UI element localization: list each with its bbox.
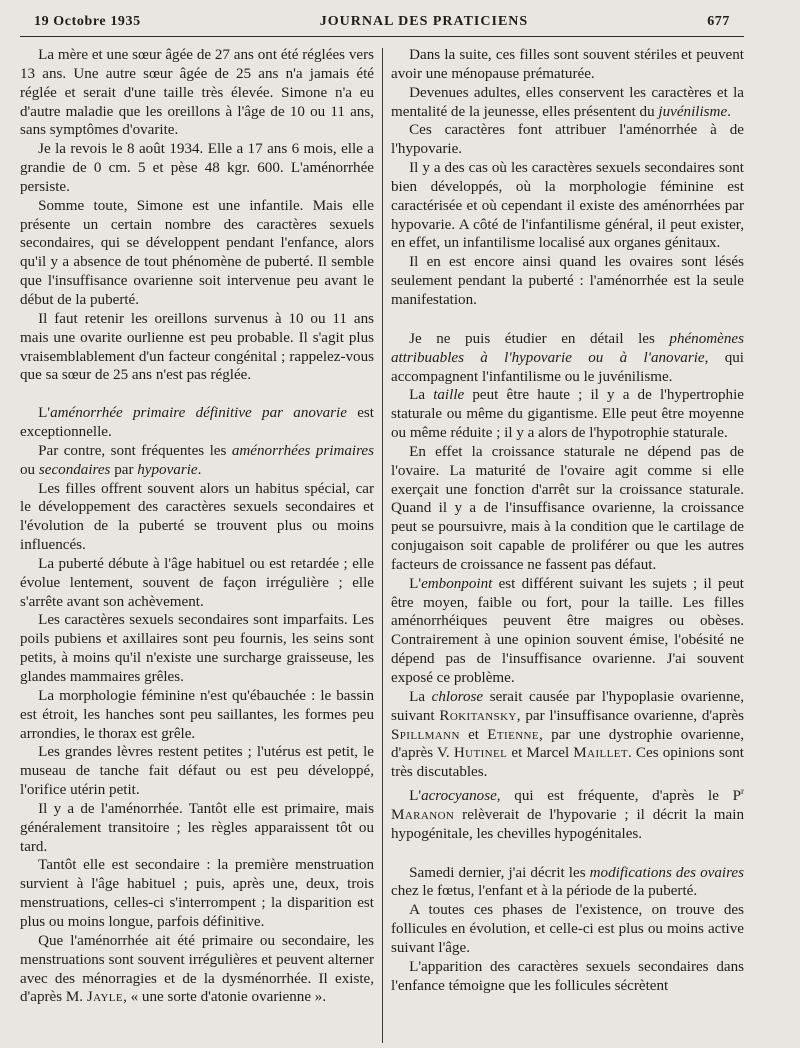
author-name: Hutinel	[453, 745, 508, 762]
paragraph-gap	[391, 310, 744, 330]
author-name: Etienne	[487, 726, 540, 743]
author-name: Jayle	[86, 989, 124, 1006]
paragraph: Que l'aménorrhée ait été primaire ou secondaire, les menstruations sont souvent irrégulières et peuvent alterner avec des ménorragies et de la dysménorrhée. Il existe, d'après M. Jayle, « une sorte d'atonie ovarienne ».	[20, 932, 374, 1006]
paragraph: La mère et une sœur âgée de 27 ans ont été réglées vers 13 ans. Une autre sœur âgée de 25 ans n'a jamais été réglée et serait d'une taille très élevée. Simone n'a eu d'autre maladie que les oreillons à l'âge de 10 ou 11 ans, sans symptômes d'ovarite.	[20, 47, 374, 139]
paragraph: Samedi dernier, j'ai décrit les modifications des ovaires chez le fœtus, l'enfant et à la période de la puberté.	[391, 864, 744, 900]
right-column	[391, 46, 744, 1043]
paragraph: Par contre, sont fréquentes les aménorrhées primaires ou secondaires par hypovarie.	[20, 442, 375, 478]
text-columns	[20, 46, 744, 1043]
paragraph: Il en est encore ainsi quand les ovaires sont lésés seulement pendant la puberté : l'aménorrhée est la seule manifestation.	[391, 254, 744, 308]
paragraph: En effet la croissance staturale ne dépend pas de l'ovaire. La maturité de l'ovaire agit comme si elle exerçait une fonction d'arrêt sur la croissance staturale. Quand il y a de l'insuffisance ovarienne, la croissance peut se poursuivre, mais à la condition que le cartilage de conjugaison soit capable de proliférer ou que les autres facteurs de croissance ne fassent pas défaut.	[391, 443, 744, 573]
author-name: Rokitansky	[439, 707, 517, 724]
journal-title: JOURNAL DES PRATICIENS	[319, 14, 529, 29]
paragraph: Je ne puis étudier en détail les phénomènes attribuables à l'hypovarie ou à l'anovarie, qui accompagnent l'infantilisme ou le juvénilisme.	[391, 330, 744, 385]
page-header	[20, 14, 744, 37]
paragraph: L'aménorrhée primaire définitive par anovarie est exceptionnelle.	[20, 405, 374, 441]
paragraph: Il y a de l'aménorrhée. Tantôt elle est primaire, mais généralement transitoire ; les règles apparaissent tôt ou tard.	[20, 800, 374, 855]
paragraph: A toutes ces phases de l'existence, on trouve des follicules en évolution, et celle-ci est plus ou moins active suivant l'âge.	[391, 902, 744, 956]
paragraph: Il faut retenir les oreillons survenus à 10 ou 11 ans mais une ovarite ourlienne est peu probable. Il s'agit plus vraisemblablement d'un facteur congénital ; rappelez-vous que sa sœur de 25 ans n'est pas réglée.	[20, 310, 374, 384]
paragraph: Les grandes lèvres restent petites ; l'utérus est petit, le museau de tanche fait défaut ou est peu développé, l'orifice utérin petit.	[20, 744, 374, 799]
paragraph: Les caractères sexuels secondaires sont imparfaits. Les poils pubiens et axillaires sont peu fournis, les seins sont petits, à moins qu'il n'existe une surcharge graisseuse, les glandes mammaires grêles.	[20, 612, 374, 685]
paragraph: La chlorose serait causée par l'hypoplasie ovarienne, suivant Rokitansky, par l'insuffisance ovarienne, d'après Spillmann et Etienne, par une dystrophie ovarienne, d'après V. Hutinel et Marcel Maillet. Ces opinions sont très discutables.	[391, 688, 744, 781]
paragraph-gap	[20, 385, 374, 404]
paragraph: Les filles offrent souvent alors un habitus spécial, car le développement des caractères sexuels secondaires et l'évolution de la puberté se trouvent plus ou moins influencés.	[20, 480, 374, 554]
paragraph: La taille peut être haute ; il y a de l'hypertrophie staturale ou même du gigantisme. Elle peut être moyenne ou même réduite ; il y a alors de l'hypotrophie staturale.	[391, 387, 744, 442]
paragraph: L'apparition des caractères sexuels secondaires dans l'enfance témoigne que les follicules sécrètent	[391, 958, 744, 994]
page-number: 677	[707, 14, 730, 29]
paragraph: L'acrocyanose, qui est fréquente, d'après le $P^r$ Maranon relèverait de l'hypovarie ; il décrit la main hypogénitale, les chevilles hypogénitales.	[391, 786, 744, 842]
author-name: Maranon	[391, 806, 455, 823]
paragraph: Il y a des cas où les caractères sexuels secondaires sont bien développés, où la morphologie féminine est caractérisée et où cependant il existe des aménorrhées par hypovarie. A côté de l'infantilisme général, il peut exister, en effet, un infantilisme localisé aux organes génitaux.	[391, 160, 744, 252]
column-divider	[382, 48, 383, 1043]
paragraph-gap	[391, 844, 744, 864]
author-name: Maillet	[573, 745, 629, 762]
paragraph: Ces caractères font attribuer l'aménorrhée à de l'hypovarie.	[391, 122, 744, 158]
paragraph: La puberté débute à l'âge habituel ou est retardée ; elle évolue lentement, souvent de façon irrégulière ; elle s'arrête avant son achèvement.	[20, 555, 374, 610]
paragraph: Tantôt elle est secondaire : la première menstruation survient à l'âge habituel ; puis, après une, deux, trois menstruations, celles-ci s'interrompent ; la disparition est plus ou moins longue, parfois définitive.	[20, 857, 374, 930]
paragraph: Devenues adultes, elles conservent les caractères et la mentalité de la jeunesse, elles présentent du juvénilisme.	[391, 84, 744, 120]
paragraph: Dans la suite, ces filles sont souvent stériles et peuvent avoir une ménopause prématurée.	[391, 47, 744, 82]
paragraph: La morphologie féminine n'est qu'ébauchée : le bassin est étroit, les hanches sont peu saillantes, les formes peu arrondies, le thorax est grêle.	[20, 687, 374, 742]
author-name: Spillmann	[391, 726, 460, 743]
paragraph: Somme toute, Simone est une infantile. Mais elle présente un certain nombre des caractères sexuels secondaires, qui se développent pendant l'enfance, alors qu'il y a absence de tout phénomène de puberté. Il semble que l'insuffisance ovarienne soit intervenue peu avant le début de la puberté.	[20, 197, 374, 308]
paragraph: L'embonpoint est différent suivant les sujets ; il peut être moyen, faible ou fort, pour la taille. Les filles aménorrhéiques peuvent être maigres ou obèses. Contrairement à une opinion souvent émise, l'obésité ne dépend pas de l'insuffisance ovarienne. J'ai souvent exposé ce problème.	[391, 575, 744, 686]
paragraph: Je la revois le 8 août 1934. Elle a 17 ans 6 mois, elle a grandie de 0 cm. 5 et pèse 48 kgr. 600. L'aménorrhée persiste.	[20, 141, 374, 195]
header-date: 19 Octobre 1935	[34, 14, 141, 29]
left-column	[20, 46, 374, 1043]
